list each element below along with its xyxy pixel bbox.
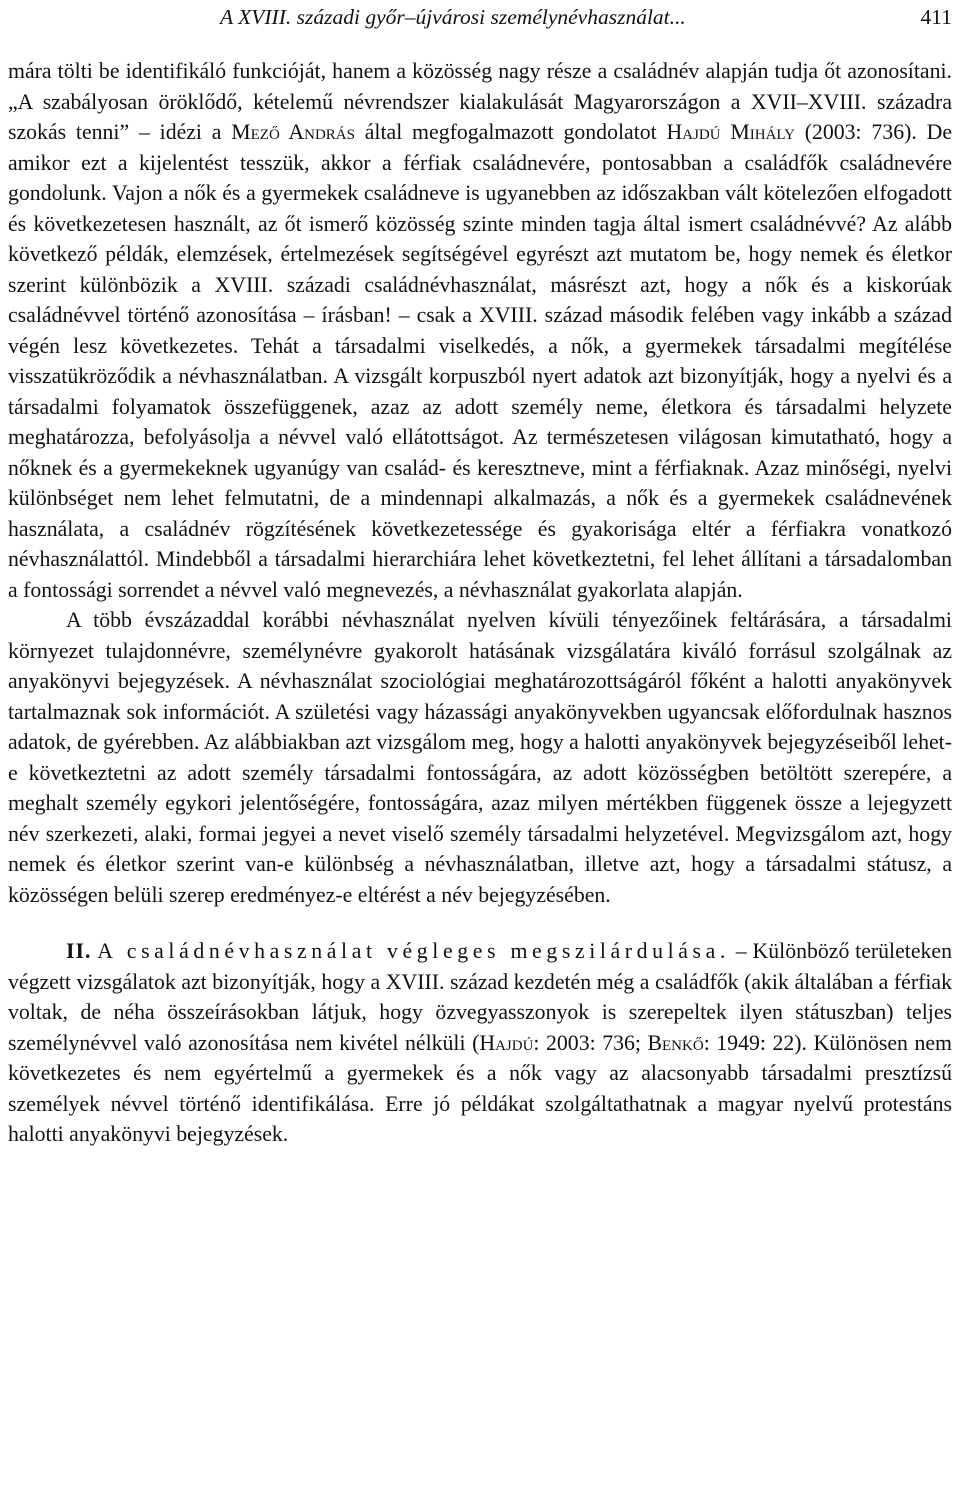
section-paragraph <box>8 936 952 1150</box>
section-title: A családnévhasználat végleges megszilárdulása. <box>97 939 730 963</box>
paragraph-continued <box>8 56 952 605</box>
paragraph-text: mára tölti be identifikáló funkcióját, hanem a közösség nagy része a családnév alapján tudja őt azonosítani. „A szabályosan öröklődő, kételemű névrendszer kialakulását Magyarországon a XVII–XVIII. századra szokás tenni” – idézi a <box>8 59 952 144</box>
page-number: 411 <box>920 5 952 29</box>
paragraph-text: – Különböző területeken végzett vizsgálatok azt bizonyítják, hogy a XVIII. század kezdetén még a családfők (akik általában a férfiak voltak, de néha összeírásokban látjuk, hogy özvegyasszonyok is szerepeltek ilyen státuszban) teljes személynévvel való azonosítása nem kivétel nélküli ( <box>8 939 952 1055</box>
paragraph-text: (2003: 736). De amikor ezt a kijelentést tesszük, akkor a férfiak családnevére, pontosabban a családfők családnevére gondolunk. Vajon a nők és a gyermekek családneve is ugyanebben az időszakban vált kötelezően elfogadott és következetesen használt, az őt ismerő közösség szinte minden tagja által ismert családnévvé? Az alább következő példák, elemzések, értelmezések segítségével egyrészt azt mutatom be, hogy nemek és életkor szerint különbözik a XVIII. századi családnévhasználat, másrészt azt, hogy a nők és a kiskorúak családnévvel történő azonosítása – írásban! – csak a XVIII. század második felében vagy inkább a század végén lesz következetes. Tehát a társadalmi viselkedés, a nők, a gyermekek társadalmi megítélése visszatükröződik a névhasználatban. A vizsgált korpuszból nyert adatok azt bizonyítják, hogy a nyelvi és a társadalmi folyamatok összefüggenek, azaz az adott személy neme, életkora és társadalmi helyzete meghatározza, befolyásolja a névvel való ellátottságot. Az természetesen világosan kimutatható, hogy a nőknek és a gyermekeknek ugyanúgy van család- és keresztneve, mint a férfiaknak. Azaz minőségi, nyelvi különbséget nem lehet felmutatni, de a mindennapi alkalmazás, a nők és a gyermekek családnevének használata, a családnév rögzítésének következetessége és gyakorisága eltér a férfiakra vonatkozó névhasználattól. Mindebből a társadalmi hierarchiára lehet következtetni, fel lehet állítani a társadalomban a fontossági sorrendet a névvel való megnevezés, a névhasználat gyakorlata alapján. <box>8 120 952 602</box>
journal-page <box>8 0 956 1504</box>
section-number: II. <box>66 939 92 963</box>
paragraph: A több évszázaddal korábbi névhasználat nyelven kívüli tényezőinek feltárására, a társadalmi környezet tulajdonnévre, személynévre gyakorolt hatásának vizsgálatára kiváló forrásul szolgálnak az anyakönyvi bejegyzések. A névhasználat szociológiai meghatározottságáról főként a halotti anyakönyvek tartalmaznak sok információt. A születési vagy házassági anyakönyvekben ugyancsak előfordulnak hasznos adatok, de gyérebben. Az alábbiakban azt vizsgálom meg, hogy a halotti anyakönyvek bejegyzéseiből lehet-e következtetni az adott személy társadalmi fontosságára, az adott közösségben betöltött szerepére, a meghalt személy egykori jelentőségére, fontosságára, azaz milyen mértékben függenek össze a lejegyzett név szerkezeti, alaki, formai jegyei a nevet viselő személy társadalmi helyzetével. Megvizsgálom azt, hogy nemek és életkor szerint van-e különbség a névhasználatban, illetve azt, hogy a társadalmi státusz, a közösségen belüli szerep eredményez-e eltérést a név bejegyzésében. <box>8 608 952 907</box>
cited-author: Hajdú <box>479 1030 534 1055</box>
paragraph-text: : 1949: 22). Különösen nem következetes és nem egyértelmű a gyermekek és a nők vagy az alacsonyabb társadalmi presztízsű személyek névvel történő identifikálása. Erre jó példákat szolgáltathatnak a magyar nyelvű protestáns halotti anyakönyvi bejegyzések. <box>8 1030 952 1146</box>
body-text <box>8 56 952 1150</box>
cited-author: Mező András <box>231 120 355 144</box>
cited-author: Hajdú Mihály <box>666 120 795 144</box>
running-header <box>8 2 952 32</box>
running-title: A XVIII. századi győr–újvárosi személynévhasználat... <box>220 5 686 29</box>
cited-author: Benkő <box>647 1030 704 1055</box>
paragraph-text: : 2003: 736; <box>533 1030 648 1055</box>
paragraph-text: által megfogalmazott gondolatot <box>354 120 667 144</box>
